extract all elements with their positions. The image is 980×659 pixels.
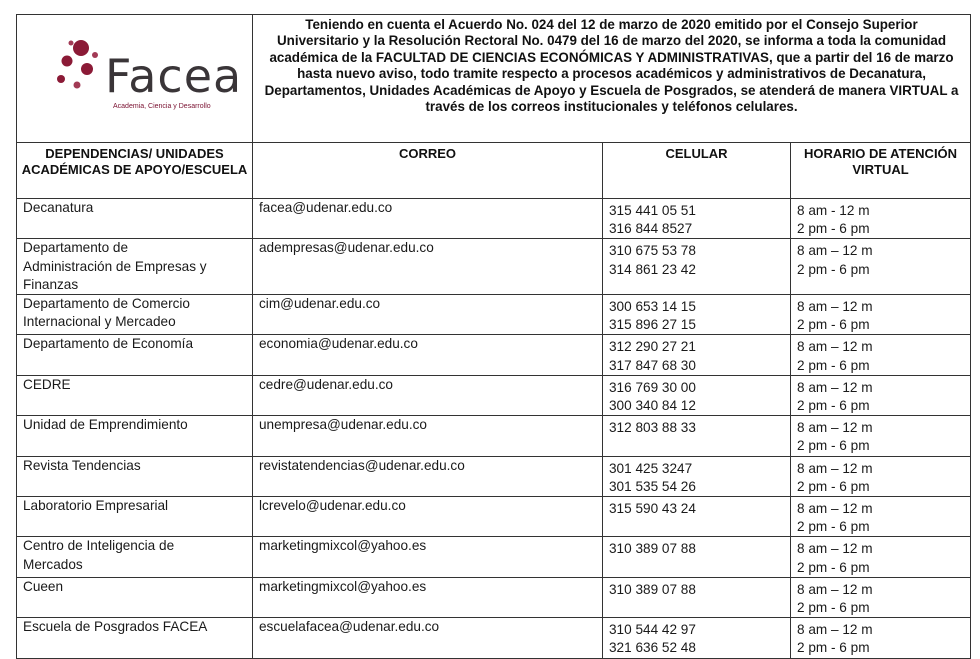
schedule-cell-line: 2 pm - 6 pm [797,640,870,656]
logo-tagline: Academia, Ciencia y Desarrollo [113,103,211,110]
phone-cell [603,577,791,617]
schedule-cell [791,295,971,335]
phone-cell [603,456,791,496]
phone-cell-line: 301 535 54 26 [609,478,696,494]
schedule-cell [791,239,971,295]
phone-cell-line: 310 389 07 88 [609,541,696,557]
dependency-cell-line: Cueen [23,578,64,594]
schedule-cell [791,375,971,415]
phone-cell-line: 315 441 05 51 [609,203,696,218]
phone-cell-line: 312 290 27 21 [609,339,696,355]
notice-text: Teniendo en cuenta el Acuerdo No. 024 del 12 de marzo de 2020 emitido por el Consejo Superior Universitario y la Resolución Rectoral No. 0479 del 16 de marzo del 2020, se informa a toda la comunidad académica de la FACULTAD DE CIENCIAS ECONÓMICAS Y ADMINISTRATIVAS, que a partir del 16 de marzo hasta nuevo aviso, todo tramite respecto a procesos académicos y administrativos de Decanatura, Departamentos, Unidades Académicas de Apoyo y Escuela de Posgrados, se atenderá de manera VIRTUAL a través de los correos institucionales y teléfonos celulares. [253,15,971,143]
dependency-cell-line: Escuela de Posgrados FACEA [23,619,208,635]
facea-logo [47,27,247,127]
logo-cell [17,15,253,143]
phone-cell-line: 317 847 68 30 [609,357,696,373]
dependency-cell [17,577,253,617]
dependency-cell-line: Revista Tendencias [23,457,141,473]
phone-cell-line: 301 425 3247 [609,460,693,476]
dependency-cell-line: Departamento de [23,240,129,256]
phone-cell [603,497,791,537]
email-text[interactable]: cedre@udenar.edu.co [259,376,393,392]
document-page [16,14,970,659]
email-text[interactable]: cim@udenar.edu.co [259,296,381,312]
phone-cell-line: 310 544 42 97 [609,622,696,638]
email-text[interactable]: facea@udenar.edu.co [259,200,393,215]
header-horario: HORARIO DE ATENCIÓN VIRTUAL [791,143,971,199]
email-cell [253,537,603,577]
dependency-cell [17,335,253,375]
header-celular: CELULAR [603,143,791,199]
schedule-cell [791,577,971,617]
table-row [17,375,971,415]
table-row [17,335,971,375]
table-row [17,497,971,537]
schedule-cell-line: 2 pm - 6 pm [797,398,870,414]
email-cell [253,577,603,617]
dependency-cell [17,497,253,537]
email-text[interactable]: marketingmixcol@yahoo.es [259,578,427,594]
dependency-cell-line: Departamento de Economía [23,336,194,352]
phone-cell [603,199,791,239]
schedule-cell-line: 2 pm - 6 pm [797,559,870,575]
contact-table [16,14,971,659]
phone-cell-line: 316 769 30 00 [609,379,696,395]
dependency-cell [17,239,253,295]
dependency-cell [17,456,253,496]
dependency-cell-line: Laboratorio Empresarial [23,498,169,514]
dependency-cell-line: Mercados [23,556,83,572]
schedule-cell-line: 2 pm - 6 pm [797,519,870,535]
email-text[interactable]: revistatendencias@udenar.edu.co [259,457,465,473]
phone-cell-line: 315 590 43 24 [609,501,696,517]
schedule-cell-line: 8 am – 12 m [797,501,873,517]
schedule-cell [791,497,971,537]
dependency-cell [17,416,253,456]
email-text[interactable]: marketingmixcol@yahoo.es [259,538,427,554]
email-text[interactable]: economia@udenar.edu.co [259,336,418,352]
dependency-cell-line: CEDRE [23,376,71,392]
schedule-cell [791,537,971,577]
email-cell [253,199,603,239]
dependency-cell-line: Departamento de Comercio [23,296,190,312]
email-cell [253,335,603,375]
dependency-cell-line: Unidad de Emprendimiento [23,417,188,433]
phone-cell-line: 315 896 27 15 [609,317,696,333]
header-dependencias: DEPENDENCIAS/ UNIDADES ACADÉMICAS DE APOYO/ESCUELA [17,143,253,199]
email-text[interactable]: adempresas@udenar.edu.co [259,240,434,256]
schedule-cell-line: 8 am – 12 m [797,339,873,355]
schedule-cell-line: 2 pm - 6 pm [797,221,870,237]
schedule-cell-line: 8 am – 12 m [797,622,873,638]
phone-cell-line: 321 636 52 48 [609,640,696,656]
email-text[interactable]: unempresa@udenar.edu.co [259,417,427,433]
schedule-cell-line: 8 am – 12 m [797,243,873,259]
table-row [17,416,971,456]
schedule-cell [791,456,971,496]
phone-cell-line: 300 653 14 15 [609,299,696,315]
dependency-cell [17,199,253,239]
dependency-cell-line: Internacional y Mercadeo [23,314,176,330]
dependency-cell-line: Decanatura [23,200,94,215]
dependency-cell-line: Administración de Empresas y [23,258,207,274]
table-row [17,199,971,239]
phone-cell-line: 300 340 84 12 [609,398,696,414]
phone-cell [603,537,791,577]
schedule-cell-line: 8 am – 12 m [797,541,873,557]
phone-cell [603,416,791,456]
header-correo: CORREO [253,143,603,199]
phone-cell [603,335,791,375]
email-cell [253,497,603,537]
schedule-cell-line: 2 pm - 6 pm [797,438,870,454]
phone-cell [603,375,791,415]
schedule-cell-line: 8 am - 12 m [797,203,870,218]
email-cell [253,416,603,456]
schedule-cell [791,416,971,456]
table-row [17,577,971,617]
table-row [17,295,971,335]
column-header-row [17,143,971,199]
phone-cell-line: 316 844 8527 [609,221,693,237]
logo-name: Facea [105,49,243,103]
phone-cell [603,295,791,335]
schedule-cell-line: 2 pm - 6 pm [797,600,870,616]
schedule-cell-line: 2 pm - 6 pm [797,261,870,277]
email-text[interactable]: escuelafacea@udenar.edu.co [259,619,440,635]
dependency-cell-line: Finanzas [23,276,79,292]
schedule-cell-line: 2 pm - 6 pm [797,357,870,373]
schedule-cell [791,199,971,239]
schedule-cell-line: 8 am – 12 m [797,379,873,395]
table-row [17,239,971,295]
schedule-cell-line: 8 am – 12 m [797,420,873,436]
dependency-cell [17,375,253,415]
phone-cell-line: 310 675 53 78 [609,243,696,259]
table-row [17,537,971,577]
email-cell [253,375,603,415]
schedule-cell-line: 2 pm - 6 pm [797,317,870,333]
schedule-cell-line: 2 pm - 6 pm [797,478,870,494]
dependency-cell [17,295,253,335]
email-text[interactable]: lcrevelo@udenar.edu.co [259,498,406,514]
phone-cell-line: 312 803 88 33 [609,420,696,436]
phone-cell [603,239,791,295]
schedule-cell-line: 8 am – 12 m [797,460,873,476]
table-row [17,456,971,496]
schedule-cell-line: 8 am – 12 m [797,581,873,597]
phone-cell-line: 310 389 07 88 [609,581,696,597]
email-cell [253,239,603,295]
dependency-cell-line: Centro de Inteligencia de [23,538,175,554]
schedule-cell-line: 8 am – 12 m [797,299,873,315]
email-cell [253,456,603,496]
phone-cell-line: 314 861 23 42 [609,261,696,277]
schedule-cell [791,335,971,375]
dependency-cell [17,537,253,577]
email-cell [253,295,603,335]
header-banner-row [17,15,971,143]
